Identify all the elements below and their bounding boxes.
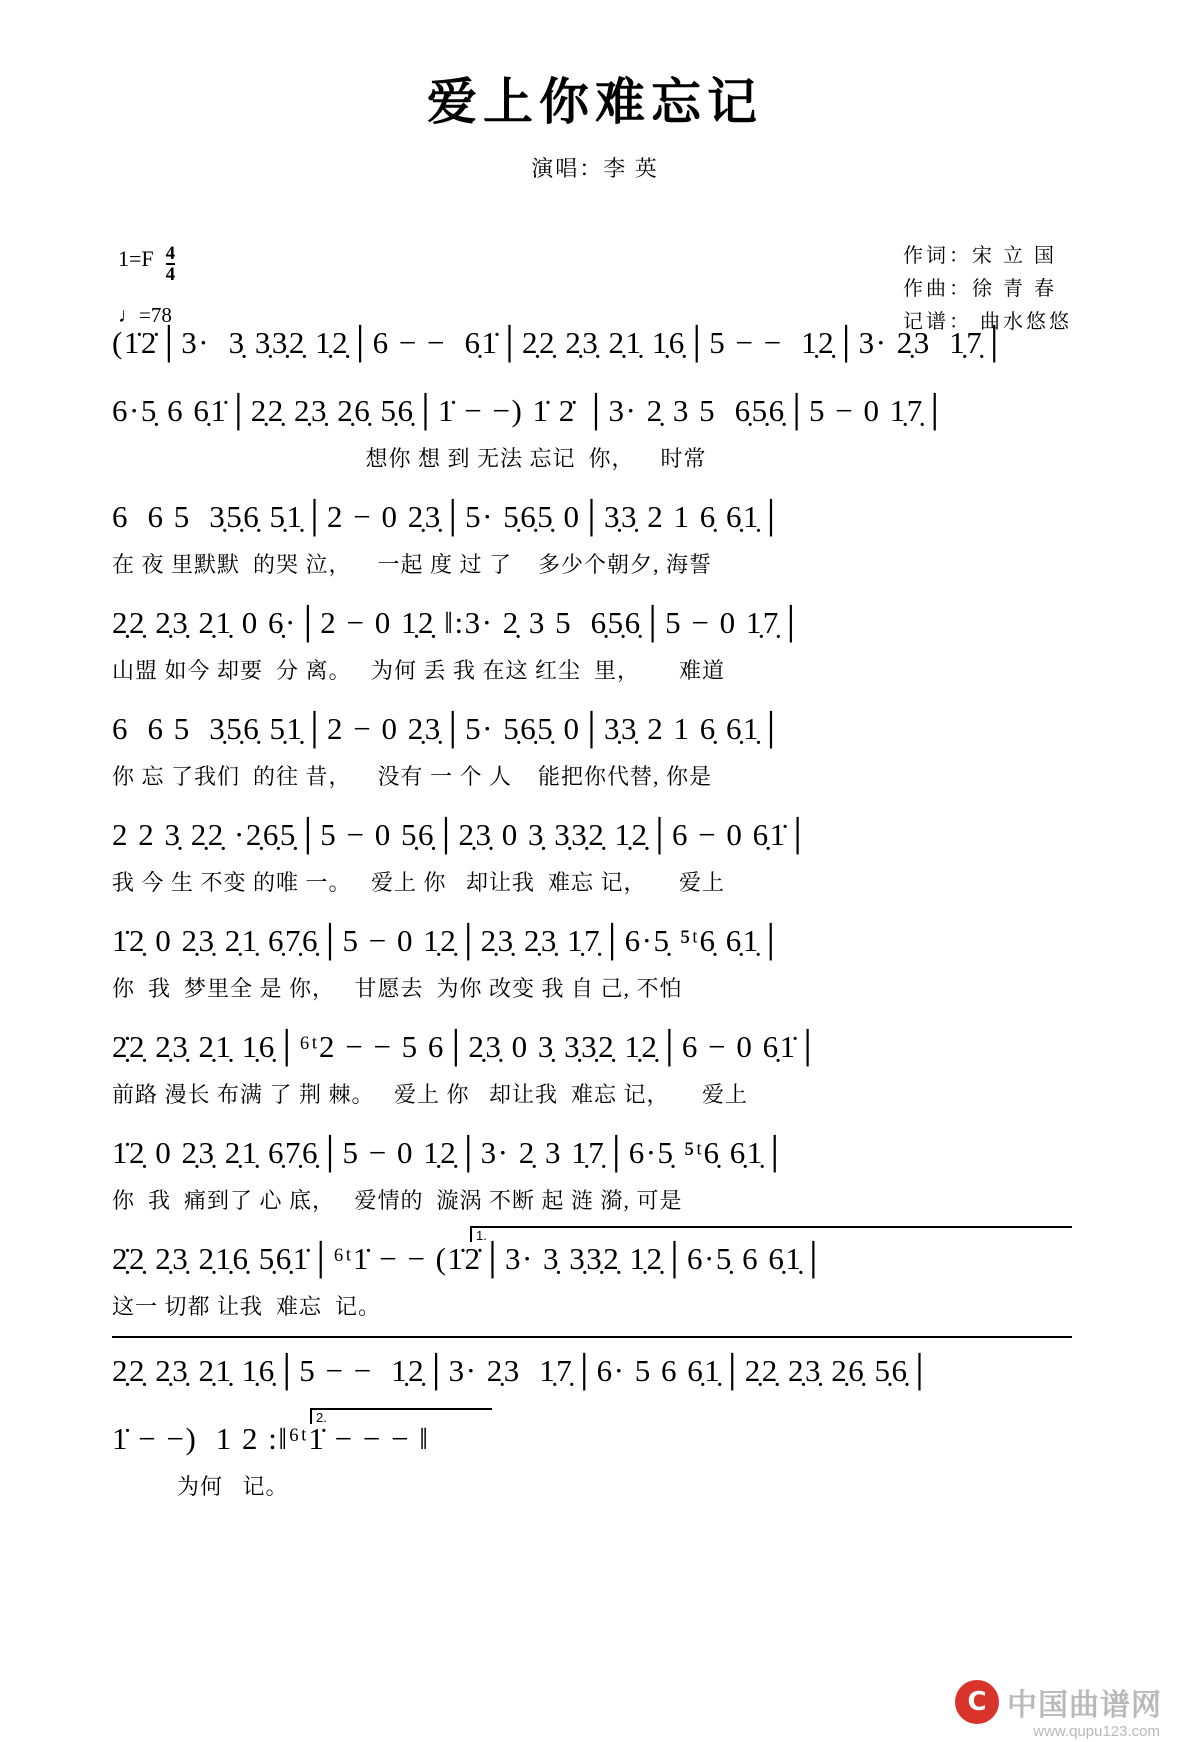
key-tempo-block bbox=[118, 243, 176, 328]
system-row bbox=[0, 392, 1190, 492]
lyricist-credit: 作词：宋 立 国 bbox=[903, 245, 1057, 267]
first-ending-bracket bbox=[470, 1226, 1072, 1242]
score-page bbox=[0, 62, 1190, 1742]
system-row bbox=[0, 1134, 1190, 1234]
notation-line: 6 6 5 3̣5̣6̣ 5̣1̣│2 − 0 2̣3̣│5· 5̣6̣5̣ 0│3̣3̣ 2 1 6̣ 6̣1̣│ bbox=[112, 711, 784, 746]
system-row bbox=[0, 604, 1190, 704]
key-signature: 1=F bbox=[118, 246, 154, 271]
lyrics-line: 你 我 痛到了 心 底， 爱情的 漩涡 不断 起 涟 漪, 可是 bbox=[112, 1188, 683, 1213]
first-ending-label: 1. bbox=[476, 1228, 487, 1243]
lyrics-line: 山盟 如今 却要 分 离。 为何 丢 我 在这 红尘 里， 难道 bbox=[112, 658, 726, 683]
system-row bbox=[0, 816, 1190, 916]
time-signature bbox=[166, 245, 176, 284]
system-row bbox=[0, 1028, 1190, 1128]
notation-line: 6·5̣ 6 6̣1̇│2̣2̣ 2̣3̣ 2̣6̣ 5̣6̣│1̇ − −) 1̇ 2̇ │3· 2̣ 3 5 6̣5̣6̣│5 − 0 1̣7̣│ bbox=[112, 393, 948, 428]
lyrics-line: 前路 漫长 布满 了 荆 棘。 爱上 你 却让我 难忘 记， 爱上 bbox=[112, 1082, 749, 1107]
system-row bbox=[0, 710, 1190, 810]
lyrics-line: 这一 切都 让我 难忘 记。 bbox=[112, 1294, 382, 1319]
music-systems bbox=[0, 324, 1190, 1526]
second-ending-label: 2. bbox=[316, 1410, 327, 1425]
system-row-second-ending bbox=[0, 1410, 1190, 1520]
lyrics-line: 我 今 生 不变 的唯 一。 爱上 你 却让我 难忘 记， 爱上 bbox=[112, 870, 726, 895]
lyrics-line: 你 我 梦里全 是 你， 甘愿去 为你 改变 我 自 己, 不怕 bbox=[112, 976, 683, 1001]
transcriber-credit: 记谱： 曲水悠悠 bbox=[903, 311, 1072, 333]
system-row bbox=[0, 1352, 1190, 1414]
notation-line: 2̣̇2̣ 2̣3̣ 2̣1̣6̣ 5̣6̣1̇│⁶ᵗ1̇ − − (1̇2̇│3· 3̣ 3̣3̣2̣ 1̣2̣│6·5̣ 6 6̣1̣│ bbox=[112, 1241, 826, 1276]
logo-mark-icon: C bbox=[955, 1680, 999, 1724]
notation-line: 2̣̇2̣ 2̣3̣ 2̣1̣ 1̣6̣│⁶ᵗ2 − − 5 6│2̣3̣ 0 3̣ 3̣3̣2̣ 1̣2̣│6 − 0 6̣1̇│ bbox=[112, 1029, 821, 1064]
section-divider bbox=[112, 1336, 1072, 1338]
notation-line: 1̇2̣ 0 2̣3̣ 2̣1̣ 6̣7̣6̣│5 − 0 1̣2̣│3· 2̣ 3 1̣7̣│6·5̣ ⁵ᵗ6̣ 6̣1̣│ bbox=[112, 1135, 788, 1170]
system-row bbox=[0, 498, 1190, 598]
site-name: 中国曲谱网 bbox=[1007, 1688, 1162, 1723]
notation-line: 1̇ − −) 1 2 :‖⁶ᵗ1̇ − − − ‖ bbox=[112, 1421, 430, 1456]
time-signature-denominator: 4 bbox=[165, 264, 176, 286]
lyrics-line: 你 忘 了我们 的往 昔， 没有 一 个 人 能把你代替, 你是 bbox=[112, 764, 713, 789]
page-title: 爱上你难忘记 bbox=[427, 73, 763, 131]
notation-line: 2̣2̣ 2̣3̣ 2̣1̣ 0 6̣·│2 − 0 1̣2̣ ‖:3· 2̣ 3 5 6̣5̣6̣│5 − 0 1̣7̣│ bbox=[112, 605, 804, 640]
notation-line: 6 6 5 3̣5̣6̣ 5̣1̣│2 − 0 2̣3̣│5· 5̣6̣5̣ 0│3̣3̣ 2 1 6̣ 6̣1̣│ bbox=[112, 499, 784, 534]
system-row bbox=[0, 324, 1190, 386]
composer-credit: 作曲：徐 青 春 bbox=[903, 278, 1057, 300]
singer-credit: 演唱：李 英 bbox=[531, 156, 659, 181]
notation-line: 2̣2̣ 2̣3̣ 2̣1̣ 1̣6̣│5 − − 1̣2̣│3· 2̣3 1̣7̣│6· 5 6 6̣1̣│2̣2̣ 2̣3̣ 2̣6̣ 5̣6̣│ bbox=[112, 1353, 932, 1388]
system-row-first-ending bbox=[0, 1228, 1190, 1340]
lyrics-line: 为何 记。 bbox=[112, 1474, 289, 1499]
notation-line: (1̇2̇│3· 3̣ 3̣3̣2̣ 1̣2̣│6 − − 6̣1̇│2̣2̣ 2̣3̣ 2̣1̣ 1̣6̣│5 − − 1̣2̣│3· 2̣3 1̣7̣│ bbox=[112, 325, 1007, 360]
site-logo[interactable] bbox=[955, 1680, 1162, 1724]
second-ending-bracket bbox=[310, 1408, 492, 1424]
time-signature-numerator: 4 bbox=[165, 243, 176, 264]
notation-line: 1̇2̣ 0 2̣3̣ 2̣1̣ 6̣7̣6̣│5 − 0 1̣2̣│2̣3̣ 2̣3̣ 1̣7̣│6·5̣ ⁵ᵗ6̣ 6̣1̣│ bbox=[112, 923, 784, 958]
system-row bbox=[0, 922, 1190, 1022]
lyrics-line: 在 夜 里默默 的哭 泣， 一起 度 过 了 多少个朝夕, 海誓 bbox=[112, 552, 713, 577]
tempo-marking: ♩=78 bbox=[118, 303, 172, 328]
lyrics-line: 想你 想 到 无法 忘记 你， 时常 bbox=[112, 446, 707, 471]
notation-line: 2 2 3̣ 2̣2̣ ·2̣6̣5̣│5 − 0 5̣6̣│2̣3̣ 0 3̣ 3̣3̣2̣ 1̣2̣│6 − 0 6̣1̇│ bbox=[112, 817, 811, 852]
site-url[interactable]: www.qupu123.com bbox=[1033, 1723, 1160, 1740]
